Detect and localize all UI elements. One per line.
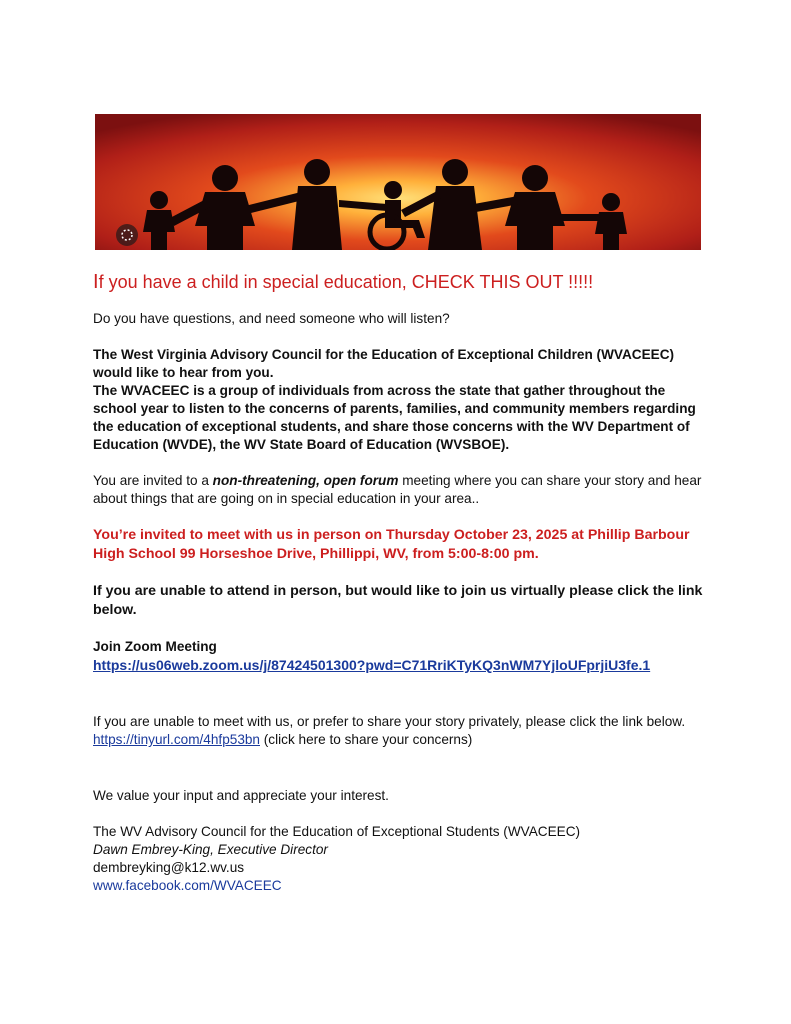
- facebook-link[interactable]: www.facebook.com/WVACEEC: [93, 878, 282, 893]
- invite-emphasis: non-threatening, open forum: [212, 473, 399, 488]
- invite-prefix: You are invited to a: [93, 473, 213, 488]
- concerns-link-suffix: (click here to share your concerns): [260, 732, 473, 747]
- council-description: The WVACEEC is a group of individuals from across the state that gather throughout the school year to listen to the concerns of parents, families, and community members regarding the education of exceptional students, and share those concerns with the WV Department of Education (WVDE), the WV State Board of Education (WVSBOE).: [93, 383, 696, 452]
- headline-first-letter: I: [93, 271, 99, 293]
- signature-org: The WV Advisory Council for the Education of Exceptional Students (WVACEEC): [93, 824, 581, 839]
- family-silhouette-illustration: [95, 114, 701, 250]
- intro-question: Do you have questions, and need someone who will listen?: [93, 311, 450, 326]
- private-share-note: If you are unable to meet with us, or prefer to share your story privately, please click the link below.: [93, 714, 686, 729]
- zoom-meeting-link[interactable]: https://us06web.zoom.us/j/87424501300?pwd=C71RriKTyKQ3nWM7YjloUFprjiU3fe.1: [93, 657, 651, 673]
- thanks-text: We value your input and appreciate your interest.: [93, 788, 389, 803]
- open-forum-invite: [93, 472, 703, 508]
- invite-suffix: meeting where you can share your story and hear about things that are going on in special education in your area..: [93, 473, 702, 506]
- headline: [93, 270, 703, 294]
- banner-image: [95, 114, 701, 250]
- signature-name: Dawn Embrey-King, Executive Director: [93, 842, 328, 857]
- headline-text: f you have a child in special education, CHECK THIS OUT !!!!!: [98, 272, 594, 292]
- flyer-body: [93, 270, 703, 895]
- image-toggle-icon: [116, 224, 138, 246]
- virtual-note: If you are unable to attend in person, but would like to join us virtually please click the link below.: [93, 583, 703, 618]
- council-intro: The West Virginia Advisory Council for the Education of Exceptional Children (WVACEEC) would like to hear from you.: [93, 347, 675, 380]
- zoom-label: Join Zoom Meeting: [93, 639, 217, 654]
- signature-email: dembreyking@k12.wv.us: [93, 860, 245, 875]
- concerns-form-link[interactable]: https://tinyurl.com/4hfp53bn: [93, 732, 260, 747]
- meeting-details: You’re invited to meet with us in person on Thursday October 23, 2025 at Phillip Barbour High School 99 Horseshoe Drive, Phillippi, WV, from 5:00-8:00 pm.: [93, 527, 690, 562]
